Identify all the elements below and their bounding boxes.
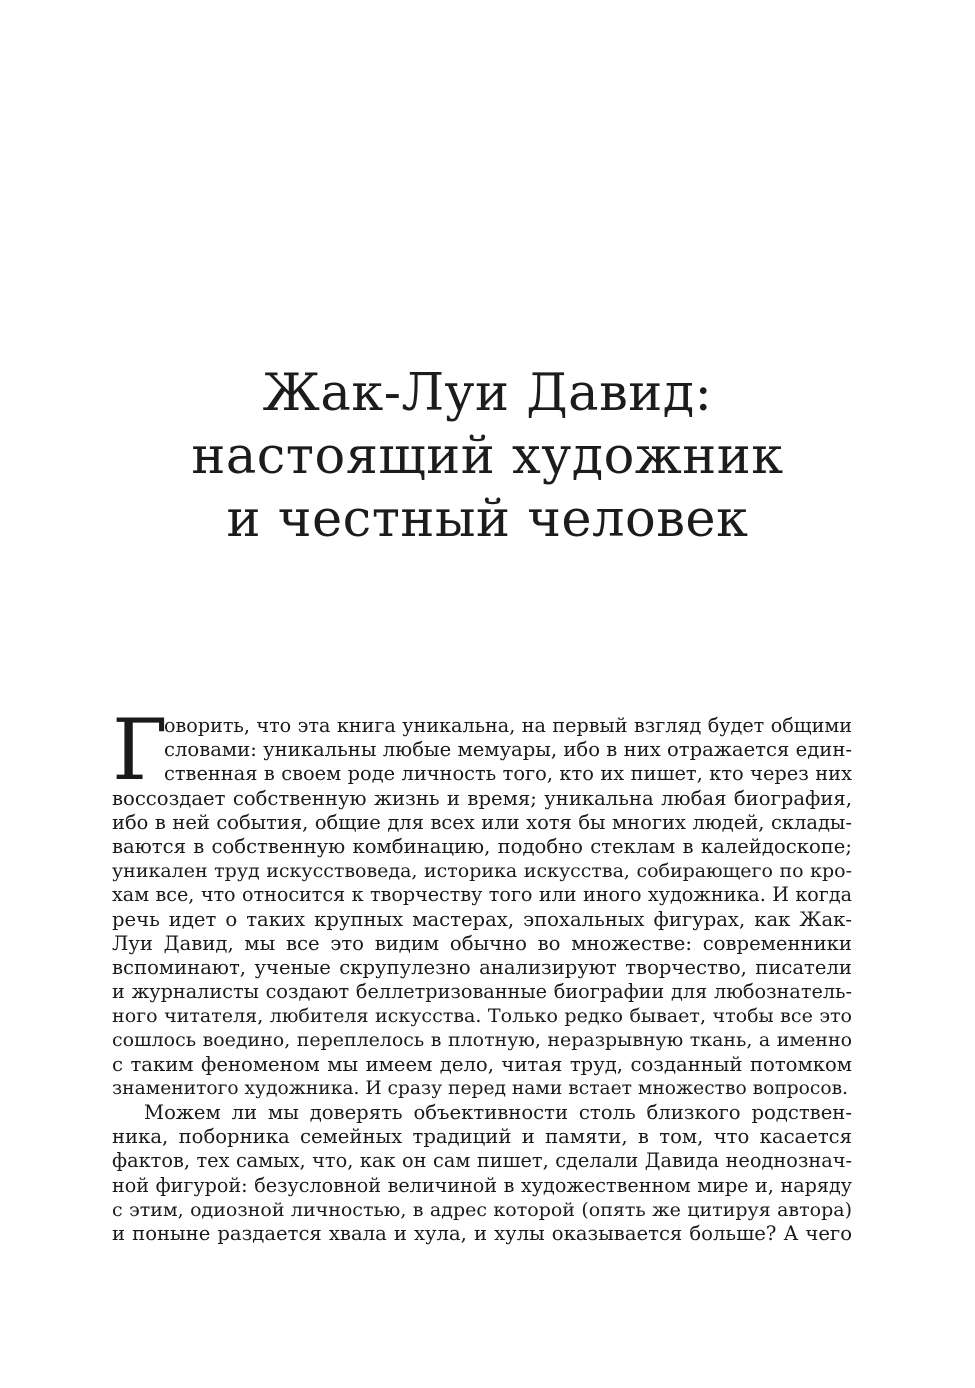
text-line: фактов, тех самых, что, как он сам пишет, сделали Давида неоднознач-: [112, 1149, 852, 1173]
drop-cap: Г: [112, 701, 168, 799]
text-line: ной фигурой: безусловной величиной в художественном мире и, наряду: [112, 1173, 852, 1197]
text-line: оворить, что эта книга уникальна, на первый взгляд будет общими: [164, 714, 852, 737]
text-line: речь идет о таких крупных мастерах, эпохальных фигурах, как Жак-: [112, 907, 852, 931]
chapter-title-line-1: Жак-Луи Давид:: [262, 364, 713, 423]
chapter-title: [0, 362, 975, 551]
text-line: ибо в ней события, общие для всех или хотя бы многих людей, склады-: [112, 810, 852, 834]
text-line: с таким феноменом мы имеем дело, читая труд, созданный потомком: [112, 1052, 852, 1076]
chapter-title-line-2: настоящий художник: [191, 427, 784, 486]
text-line: и журналисты создают беллетризованные биографии для любознатель-: [112, 980, 852, 1004]
text-line: воссоздает собственную жизнь и время; уникальна любая биография,: [112, 786, 852, 810]
text-line: ственная в своем роде личность того, кто их пишет, кто через них: [164, 762, 852, 786]
text-line: уникален труд искусствоведа, историка искусства, собирающего по кро-: [112, 860, 852, 883]
body-text: [112, 701, 852, 1246]
text-line: знаменитого художника. И сразу перед нами встает множество вопросов.: [112, 1077, 848, 1099]
text-line: ного читателя, любителя искусства. Только редко бывает, чтобы все это: [112, 1005, 852, 1028]
text-line: вспоминают, ученые скрупулезно анализируют творчество, писатели: [112, 955, 852, 979]
text-line: и поныне раздается хвала и хула, и хулы оказывается больше? А чего: [112, 1221, 852, 1245]
text-line: Можем ли мы доверять объективности столь близкого родствен-: [144, 1101, 852, 1124]
text-line: с этим, одиозной личностью, в адрес которой (опять же цитируя автора): [112, 1198, 852, 1221]
text-line: сошлось воедино, переплелось в плотную, неразрывную ткань, а именно: [112, 1029, 852, 1052]
paragraph-1: [112, 714, 852, 1101]
text-line: словами: уникальны любые мемуары, ибо в них отражается един-: [164, 738, 852, 762]
text-line: Луи Давид, мы все это видим обычно во множестве: современники: [112, 931, 852, 955]
text-line: ника, поборника семейных традиций и памяти, в том, что касается: [112, 1125, 852, 1149]
text-line: хам все, что относится к творчеству того или иного художника. И когда: [112, 883, 852, 907]
text-line: ваются в собственную комбинацию, подобно стеклам в калейдоскопе;: [112, 834, 852, 858]
paragraph-2: [112, 1101, 852, 1246]
chapter-title-line-3: и честный человек: [226, 490, 749, 549]
